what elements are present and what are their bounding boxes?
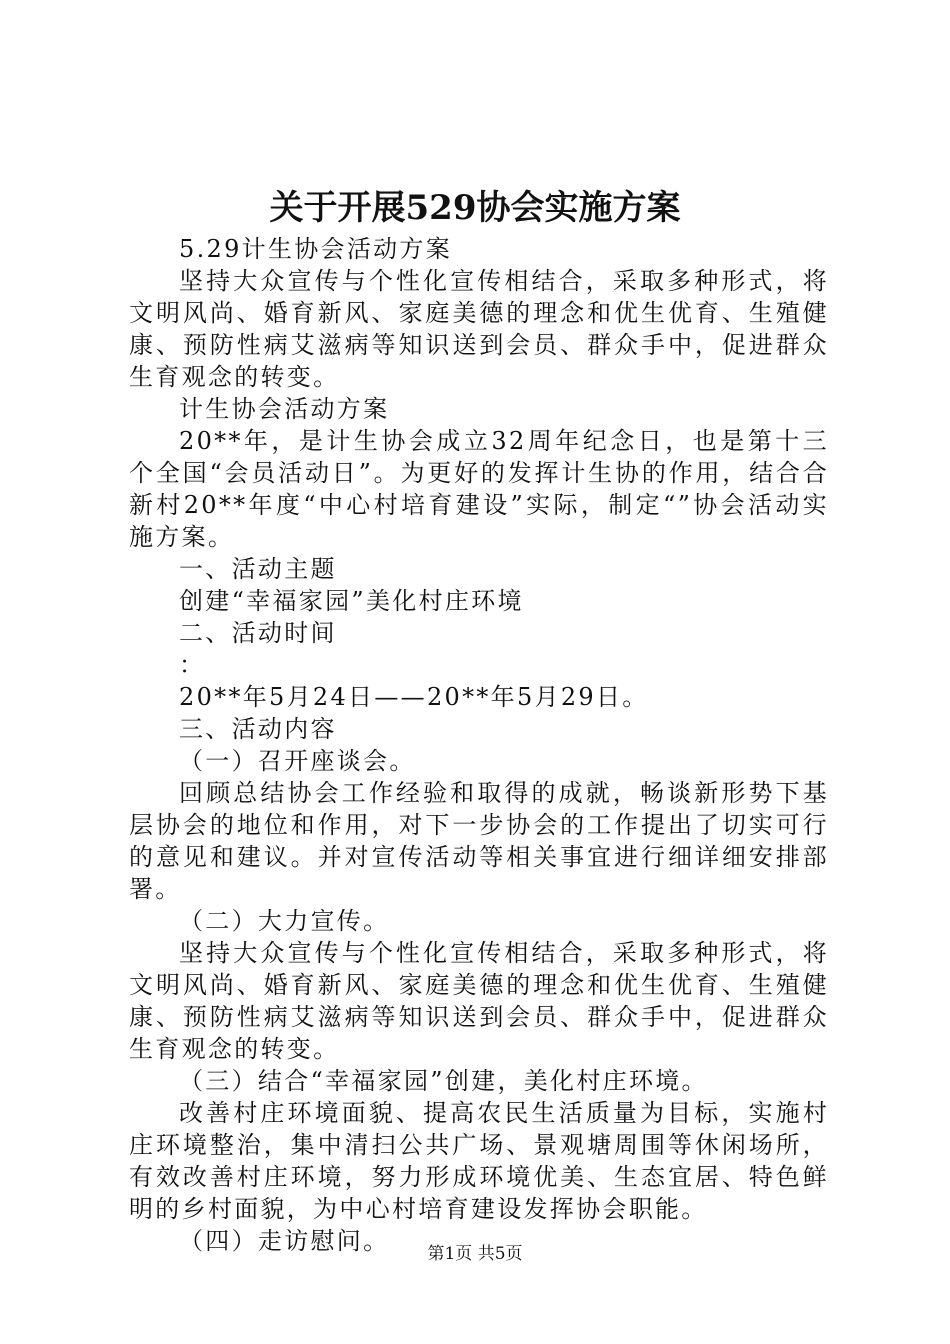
document-title: 关于开展529协会实施方案 [269, 188, 681, 228]
paragraph: 坚持大众宣传与个性化宣传相结合，采取多种形式，将文明风尚、婚育新风、家庭美德的理念和优生优育、生殖健康、预防性病艾滋病等知识送到会员、群众手中，促进群众生育观念的转变。 [129, 939, 829, 1063]
section-heading: 一、活动主题 [179, 555, 337, 583]
paragraph: 创建“幸福家园”美化村庄环境 [179, 587, 524, 615]
paragraph: 计生协会活动方案 [179, 395, 390, 423]
paragraph: 5.29计生协会活动方案 [179, 235, 453, 263]
paragraph: ： [179, 651, 206, 679]
paragraph: 20**年，是计生协会成立32周年纪念日，也是第十三个全国“会员活动日”。为更好的发挥计生协的作用，结合合新村20**年度“中心村培育建设”实际，制定“”协会活动实施方案。 [129, 427, 829, 551]
paragraph: 坚持大众宣传与个性化宣传相结合，采取多种形式，将文明风尚、婚育新风、家庭美德的理念和优生优育、生殖健康、预防性病艾滋病等知识送到会员、群众手中，促进群众生育观念的转变。 [129, 267, 829, 391]
paragraph: 20**年5月24日——20**年5月29日。 [179, 683, 649, 711]
section-heading: 二、活动时间 [179, 619, 337, 647]
paragraph: 回顾总结协会工作经验和取得的成就，畅谈新形势下基层协会的地位和作用，对下一步协会的工作提出了切实可行的意见和建议。并对宣传活动等相关事宜进行细详细安排部署。 [129, 779, 829, 903]
subsection-heading: （三）结合“幸福家园”创建，美化村庄环境。 [179, 1067, 708, 1095]
subsection-heading: （二）大力宣传。 [179, 907, 390, 935]
page-number-footer: 第1页 共5页 [427, 1244, 523, 1264]
paragraph: 改善村庄环境面貌、提高农民生活质量为目标，实施村庄环境整治，集中清扫公共广场、景观塘周围等休闲场所，有效改善村庄环境，努力形成环境优美、生态宜居、特色鲜明的乡村面貌，为中心村培育建设发挥协会职能。 [129, 1099, 829, 1223]
document-body [129, 233, 829, 1257]
subsection-heading: （四）走访慰问。 [179, 1227, 390, 1255]
section-heading: 三、活动内容 [179, 715, 337, 743]
subsection-heading: （一）召开座谈会。 [179, 747, 416, 775]
